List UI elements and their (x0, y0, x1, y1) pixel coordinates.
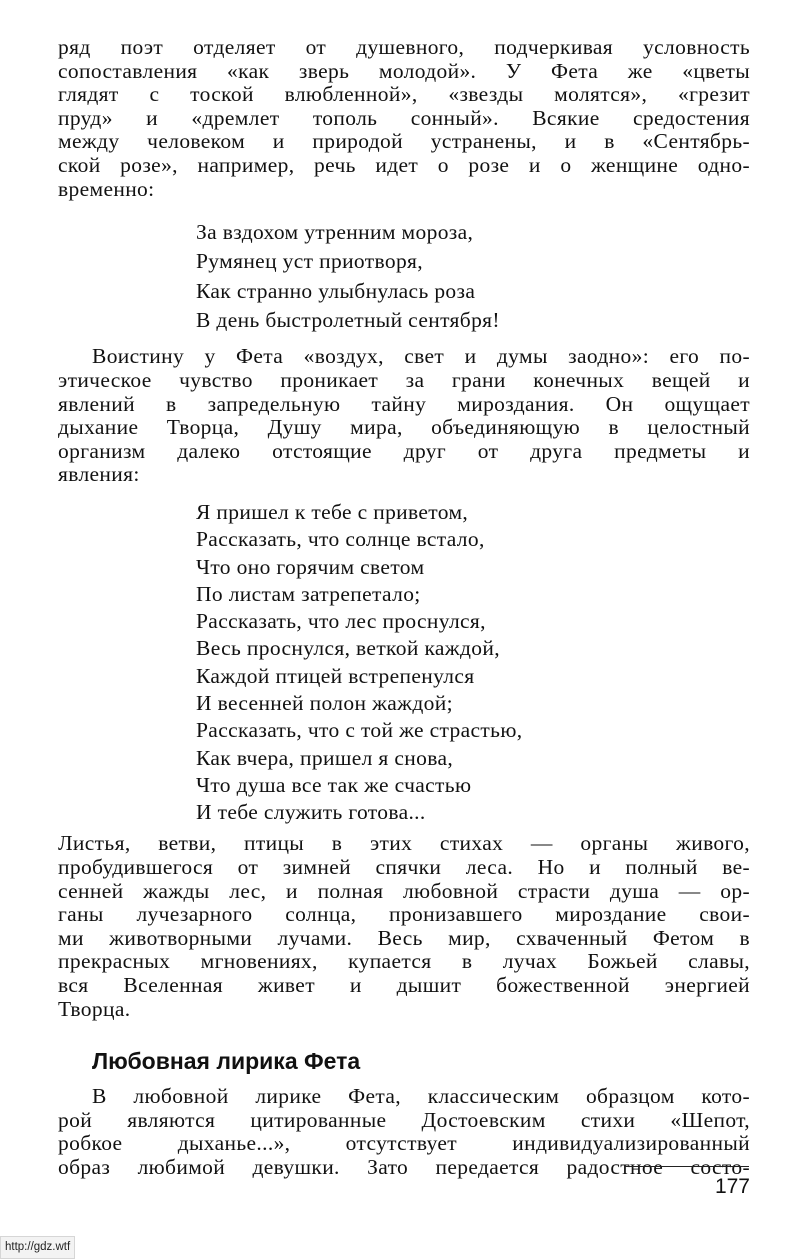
poem-line: Что оно горячим светом (196, 554, 425, 579)
paragraph-3 (58, 832, 750, 1021)
text-line: этическое чувство проникает за грани конечных вещей и (58, 367, 750, 392)
text-line: пробудившегося от зимней спячки леса. Но и полный ве- (58, 855, 750, 880)
text-line: ряд поэт отделяет от душевного, подчеркивая условность (58, 35, 750, 59)
text-line: Творца. (58, 996, 131, 1021)
paragraph-2 (58, 345, 750, 487)
footer-rule (625, 1166, 749, 1167)
poem-line: В день быстролетный сентября! (196, 308, 500, 333)
poem-line: Каждой птицей встрепенулся (196, 663, 475, 688)
watermark-link[interactable]: http://gdz.wtf (0, 1236, 75, 1259)
text-line: рой являются цитированные Достоевским стихи «Шепот, (58, 1107, 750, 1132)
poem-line: Я пришел к тебе с приветом, (196, 499, 469, 524)
poem-greeting (58, 499, 750, 827)
text-line: ганы лучезарного солнца, пронизавшего мироздание свои- (58, 902, 750, 927)
text-line: робкое дыханье...», отсутствует индивидуализированный (58, 1131, 750, 1156)
poem-line: Как странно улыбнулась роза (196, 278, 476, 303)
section-heading: Любовная лирика Фета (92, 1048, 361, 1075)
text-line: ской розе», например, речь идет о розе и о женщине одно- (58, 152, 750, 177)
poem-september-rose (58, 218, 750, 335)
text-line: образ любимой девушки. Зато передается радостное состо- (58, 1155, 750, 1179)
poem-line: Рассказать, что лес проснулся, (196, 609, 486, 634)
text-line: Листья, ветви, птицы в этих стихах — органы живого, (58, 831, 750, 856)
text-line: ми животворными лучами. Весь мир, схваченный Фетом в (58, 925, 750, 950)
poem-line: За вздохом утренним мороза, (196, 220, 474, 245)
text-line: дыхание Творца, Душу мира, объединяющую в целостный (58, 415, 750, 440)
text-line: Воистину у Фета «воздух, свет и думы заодно»: его по- (92, 344, 750, 369)
text-line: сенней жажды лес, и полная любовной страсти душа — ор- (58, 878, 750, 903)
poem-line: Как вчера, пришел я снова, (196, 745, 454, 770)
poem-line: Рассказать, что солнце встало, (196, 527, 485, 552)
poem-line: Румянец уст приотворя, (196, 249, 424, 274)
text-line: вся Вселенная живет и дышит божественной энергией (58, 973, 750, 998)
page-text (58, 36, 750, 1180)
text-line: явлений в запредельную тайну мироздания. Он ощущает (58, 391, 750, 416)
page-number: 177 (714, 1175, 750, 1198)
poem-line: Что душа все так же счастью (196, 772, 472, 797)
poem-line: И весенней полон жаждой; (196, 690, 453, 715)
poem-line: Весь проснулся, веткой каждой, (196, 636, 500, 661)
poem-line: Рассказать, что с той же страстью, (196, 718, 523, 743)
text-line: В любовной лирике Фета, классическим образцом кото- (92, 1084, 750, 1109)
text-line: между человеком и природой устранены, и в «Сентябрь- (58, 129, 750, 154)
text-line: прекрасных мгновениях, купается в лучах Божьей славы, (58, 949, 750, 974)
poem-line: И тебе служить готова... (196, 800, 426, 825)
paragraph-1 (58, 36, 750, 201)
text-line: организм далеко отстоящие друг от друга предметы и (58, 438, 750, 463)
text-line: пруд» и «дремлет тополь сонный». Всякие средостения (58, 105, 750, 130)
text-line: временно: (58, 176, 155, 201)
text-line: явления: (58, 462, 140, 487)
text-line: глядят с тоской влюбленной», «звезды молятся», «грезит (58, 82, 750, 107)
poem-line: По листам затрепетало; (196, 581, 421, 606)
text-line: сопоставления «как зверь молодой». У Фета же «цветы (58, 58, 750, 83)
